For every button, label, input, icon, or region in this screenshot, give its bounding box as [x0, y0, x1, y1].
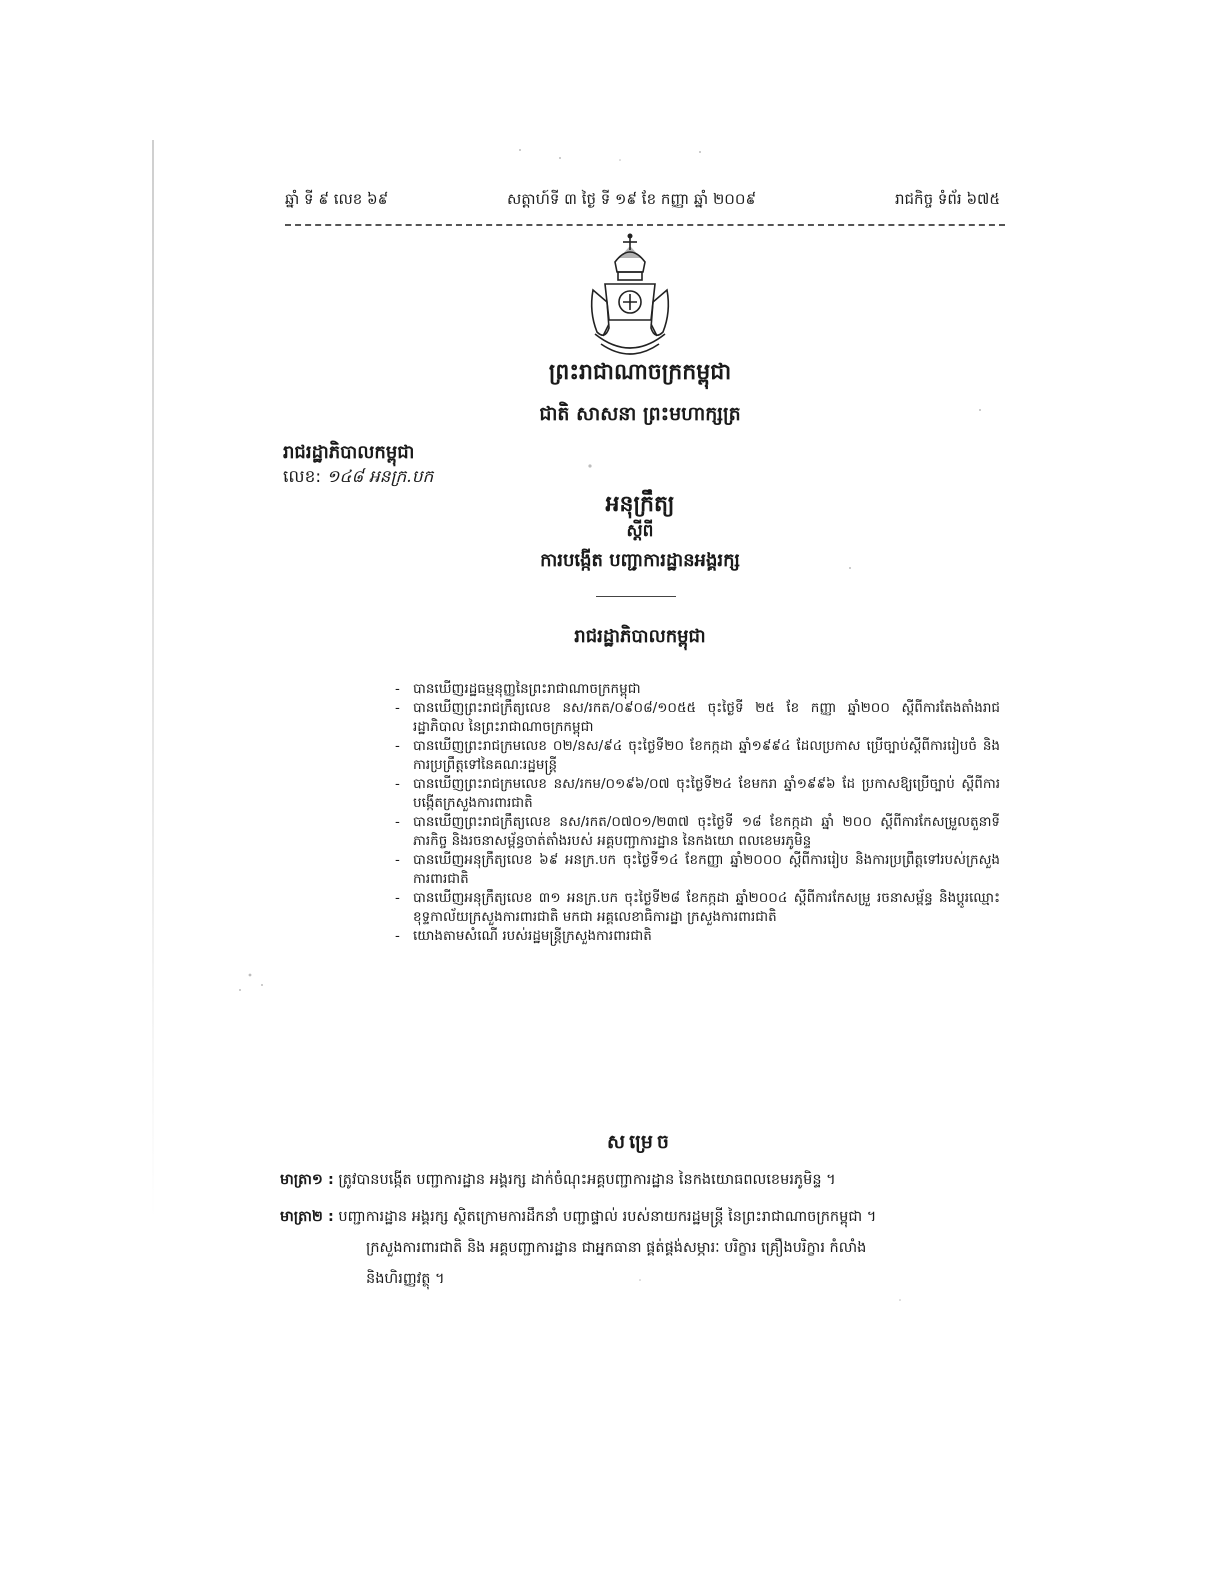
- reference-item: - បានឃើញព្រះរាជក្រមលេខ ០២/នស/៩៤ ចុះថ្ងៃទី២០ ខែកក្កដា ឆ្នាំ១៩៩៤ ដែលប្រកាស ប្រើច្បាប់ស្តីពីការរៀបចំ និងការប្រព្រឹត្តទៅនៃគណៈរដ្ឋមន្ត្រី: [395, 737, 1000, 775]
- article-label: មាត្រា២ :: [280, 1209, 334, 1225]
- document-type: អនុក្រឹត្យ: [605, 492, 675, 517]
- article-text-continued: ក្រសួងការពារជាតិ និង អគ្គបញ្ជាការដ្ឋាន ជាអ្នកធានា ផ្គត់ផ្គង់សម្ភារៈ បរិក្ខារ គ្រឿងបរិក្ខារ កំលាំង: [366, 1240, 867, 1256]
- article-text-continued: និងហិរញ្ញវត្ថុ ។: [366, 1271, 445, 1287]
- royal-coat-of-arms-icon: [585, 232, 675, 372]
- reference-item: - បានឃើញព្រះរាជក្រមលេខ នស/រកម/០១៩៦/០៧ ចុះថ្ងៃទី២៤ ខែមករា ឆ្នាំ១៩៩៦ ដែ ប្រកាសឱ្យប្រើច្បាប់ ស្តីពីការបង្កើតក្រសួងការពារជាតិ: [395, 775, 1000, 813]
- number-label: លេខ:: [283, 467, 322, 487]
- reference-item: - បានឃើញអនុក្រឹត្យលេខ ៣១ អនក្រ.បក ចុះថ្ងៃទី២៨ ខែកក្កដា ឆ្នាំ២០០៤ ស្តីពីការកែសម្រួ រចនាសម្ព័ន្ធ និងប្តូរឈ្មោះ ខុទ្ទកាល័យក្រសួងការពារជាតិ មកជា អគ្គលេខាធិការដ្ឋា ក្រសួងការពារជាតិ: [395, 889, 1000, 927]
- article-text: ត្រូវបានបង្កើត បញ្ជាការដ្ឋាន អង្គរក្ស ដាក់ចំណុះអគ្គបញ្ជាការដ្ឋាន នៃកងយោធពលខេមរភូមិន្ទ ។: [338, 1172, 836, 1188]
- reference-item: - បានឃើញរដ្ឋធម្មនុញ្ញនៃព្រះរាជាណាចក្រកម្ពុជា: [395, 680, 1000, 699]
- council-heading: រាជរដ្ឋាភិបាលកម្ពុជា: [574, 626, 706, 647]
- reference-item: - បានឃើញព្រះរាជក្រឹត្យលេខ នស/រកត/០៩០៨/១០៥៥ ចុះថ្ងៃទី ២៥ ខែ កញ្ញា ឆ្នាំ២០០ ស្តីពីការតែងតាំងរាជរដ្ឋាភិបាល នៃព្រះរាជាណាចក្រកម្ពុជា: [395, 699, 1000, 737]
- about-label: ស្តីពី: [626, 521, 654, 541]
- scan-edge-shadow: [152, 140, 154, 1220]
- document-subject: ការបង្កើត បញ្ជាការដ្ឋានអង្គរក្ស: [540, 550, 740, 571]
- article-1: [280, 1165, 990, 1196]
- reference-item: - យោងតាមសំណើ របស់រដ្ឋមន្ត្រីក្រសួងការពារជាតិ: [395, 927, 1000, 946]
- header-issue: ឆ្នាំ ទី ៩ លេខ ៦៩: [285, 190, 389, 208]
- article-text: បញ្ជាការដ្ឋាន អង្គរក្ស ស្ថិតក្រោមការដឹកនាំ បញ្ជាផ្ទាល់ របស់នាយករដ្ឋមន្ត្រី នៃព្រះរាជាណាចក្រកម្ពុជា ។: [338, 1209, 877, 1225]
- document-number: [283, 466, 433, 491]
- header-divider: [285, 224, 1005, 226]
- reference-item: - បានឃើញព្រះរាជក្រឹត្យលេខ នស/រកត/០៧០១/២៣៧ ចុះថ្ងៃទី ១៨ ខែកក្កដា ឆ្នាំ ២០០ ស្តីពីការកែសម្រួលតួនាទី ភារកិច្ច និងរចនាសម្ព័ន្ធចាត់តាំងរបស់ អគ្គបញ្ជាការដ្ឋាន នៃកងយោ ពលខេមរភូមិន្ទ: [395, 813, 1000, 851]
- decision-heading: សម្រេច: [607, 1131, 673, 1153]
- article-2: [280, 1202, 990, 1295]
- number-value: ១៤៨ អនក្រ.បក: [326, 467, 434, 487]
- legal-references: [395, 680, 1000, 946]
- national-motto: ជាតិ សាសនា ព្រះមហាក្សត្រ: [539, 403, 741, 425]
- header-page: រាជកិច្ច ទំព័រ ៦៧៥: [895, 190, 1000, 208]
- reference-item: - បានឃើញអនុក្រឹត្យលេខ ៦៩ អនក្រ.បក ចុះថ្ងៃទី១៤ ខែកញ្ញា ឆ្នាំ២០០០ ស្តីពីការរៀប និងការប្រព្រឹត្តទៅរបស់ក្រសួងការពារជាតិ: [395, 851, 1000, 889]
- header-date: សត្តាហ៍ទី ៣ ថ្ងៃ ទី ១៩ ខែ កញ្ញា ឆ្នាំ ២០០៩: [507, 190, 757, 208]
- title-divider: [596, 596, 676, 597]
- issuer-name: រាជរដ្ឋាភិបាលកម្ពុជា: [283, 442, 415, 463]
- article-label: មាត្រា១ :: [280, 1172, 334, 1188]
- gazette-header: [285, 190, 1000, 220]
- kingdom-name: ព្រះរាជាណាចក្រកម្ពុជា: [548, 360, 732, 385]
